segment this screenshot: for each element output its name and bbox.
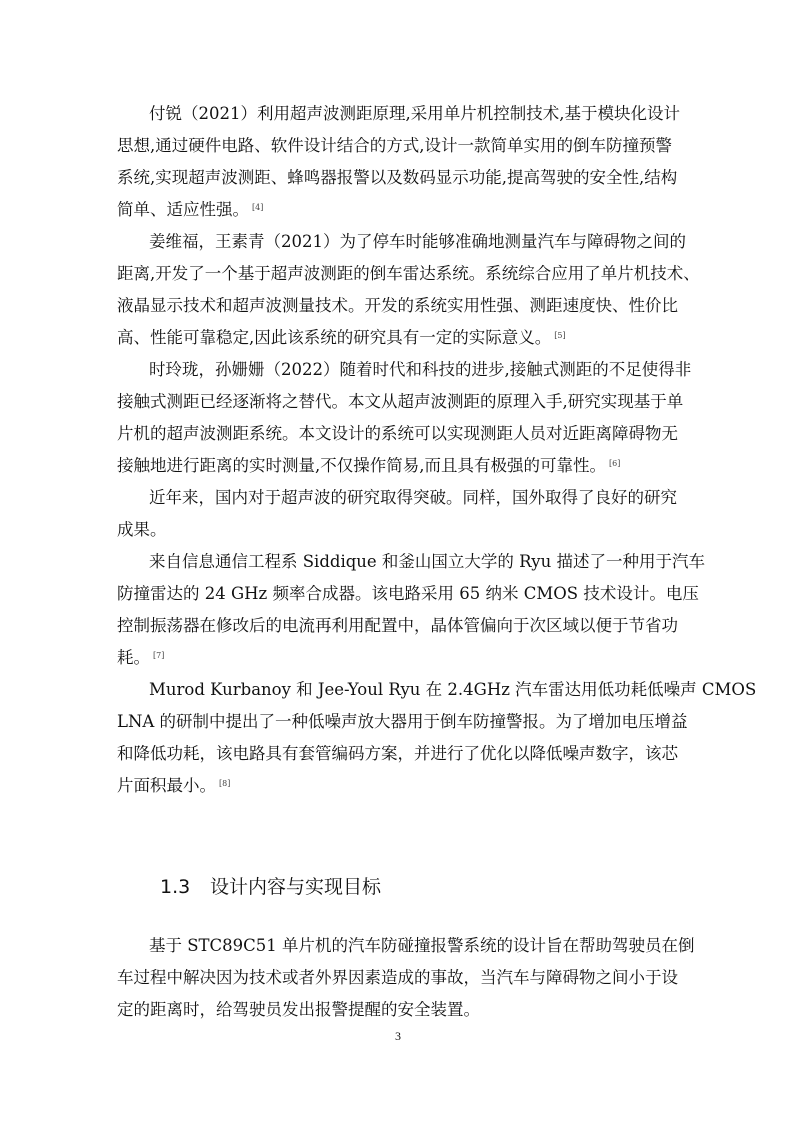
text-line: 成果。 [117, 520, 167, 539]
section-heading [160, 874, 381, 900]
text-line: 接触式测距已经逐渐将之替代。本文从超声波测距的原理入手,研究实现基于单 [117, 392, 684, 411]
text-line: 定的距离时，给驾驶员发出报警提醒的安全装置。 [117, 1000, 480, 1019]
text-line: 耗。 [7] [117, 648, 165, 667]
text-line: 思想,通过硬件电路、软件设计结合的方式,设计一款简单实用的倒车防撞预警 [117, 136, 672, 155]
citation-ref: [8] [219, 779, 231, 788]
citation-ref: [7] [153, 651, 165, 660]
citation-ref: [6] [609, 459, 621, 468]
text-line: 系统,实现超声波测距、蜂鸣器报警以及数码显示功能,提高驾驶的安全性,结构 [117, 168, 678, 187]
text-line: 简单、适应性强。 [4] [117, 200, 264, 219]
text-line: 时玲珑，孙姗姗（2022）随着时代和科技的进步,接触式测距的不足使得非 [149, 360, 692, 379]
text-line: 液晶显示技术和超声波测量技术。开发的系统实用性强、测距速度快、性价比 [117, 296, 678, 315]
citation-ref: [5] [554, 331, 566, 340]
text-line: LNA 的研制中提出了一种低噪声放大器用于倒车防撞警报。为了增加电压增益 [117, 712, 688, 731]
section-title: 设计内容与实现目标 [210, 876, 382, 898]
text-line: 基于 STC89C51 单片机的汽车防碰撞报警系统的设计旨在帮助驾驶员在倒 [149, 936, 695, 955]
text-line: Murod Kurbanoy 和 Jee-Youl Ryu 在 2.4GHz 汽车雷达用低功耗低噪声 CMOS [149, 680, 757, 699]
citation-ref: [4] [252, 203, 264, 212]
text-line: 和降低功耗，该电路具有套管编码方案，并进行了优化以降低噪声数字，该芯 [117, 744, 678, 763]
text-line: 姜维福，王素青（2021）为了停车时能够准确地测量汽车与障碍物之间的 [149, 232, 686, 251]
text-line: 片面积最小。 [8] [117, 776, 231, 795]
text-line: 付锐（2021）利用超声波测距原理,采用单片机控制技术,基于模块化设计 [149, 104, 680, 123]
text-line: 来自信息通信工程系 Siddique 和釜山国立大学的 Ryu 描述了一种用于汽车 [149, 552, 705, 571]
text-line: 片机的超声波测距系统。本文设计的系统可以实现测距人员对近距离障碍物无 [117, 424, 678, 443]
text-line: 接触地进行距离的实时测量,不仅操作简易,而且具有极强的可靠性。 [6] [117, 456, 621, 475]
text-line: 近年来，国内对于超声波的研究取得突破。同样，国外取得了良好的研究 [149, 488, 677, 507]
page-number: 3 [395, 1029, 401, 1043]
text-line: 控制振荡器在修改后的电流再利用配置中，晶体管偏向于次区域以便于节省功 [117, 616, 678, 635]
section-number: 1.3 [160, 876, 191, 898]
text-line: 防撞雷达的 24 GHz 频率合成器。该电路采用 65 纳米 CMOS 技术设计。电压 [117, 584, 699, 603]
text-line: 高、性能可靠稳定,因此该系统的研究具有一定的实际意义。 [5] [117, 328, 566, 347]
text-line: 车过程中解决因为技术或者外界因素造成的事故，当汽车与障碍物之间小于设 [117, 968, 678, 987]
text-line: 距离,开发了一个基于超声波测距的倒车雷达系统。系统综合应用了单片机技术、 [117, 264, 700, 283]
